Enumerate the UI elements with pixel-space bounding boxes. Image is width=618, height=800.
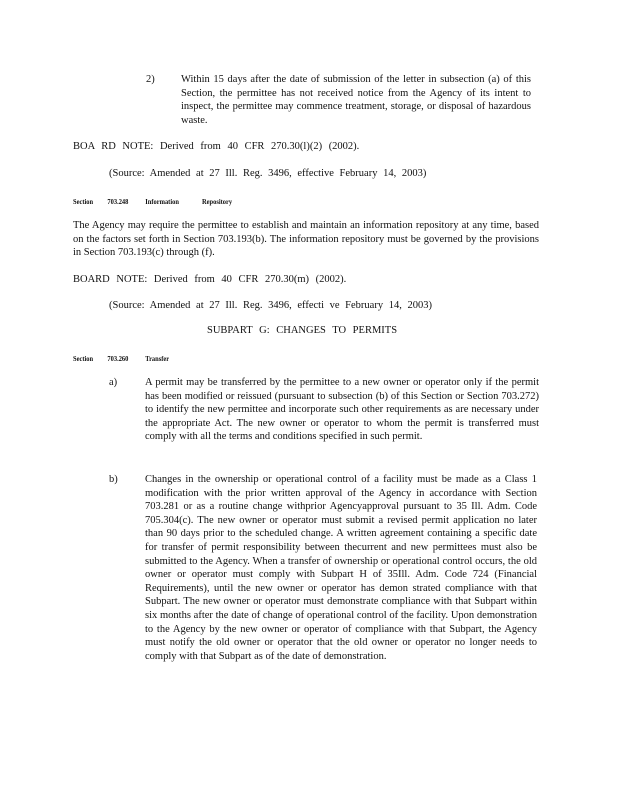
item-2-text: Within 15 days after the date of submission of the letter in subsection (a) of this Section, the permittee has not received notice from the Agency of its intent to inspect, the permittee may commence treatment, storage, or disposal of hazardous waste. — [181, 74, 531, 126]
section-word: Section — [73, 354, 94, 363]
section-703-260-heading — [73, 352, 169, 366]
section-number: 703.248 — [107, 197, 129, 206]
item-a-text: A permit may be transferred by the permittee to a new owner or operator only if the permit has been modified or reissued (pursuant to subsection (b) of this Section or Section 703.272) to identify the new permittee and incorporate such other requirements as are necessary under the appropriate Act. The new owner or operator to whom the permit is transferred must comply with all the terms and conditions specified in such permit. — [145, 377, 539, 443]
section-title: Information — [145, 197, 179, 206]
source-note-1: (Source: Amended at 27 Ill. Reg. 3496, effective February 14, 2003) — [109, 168, 427, 179]
item-b-text: Changes in the ownership or operational control of a facility must be made as a Class 1 modification with the prior written approval of the Agency in accordance with Section 703.281 or as a routine change withprior Agencyapproval pursuant to 35 Ill. Adm. Code 705.304(c). The new owner or operator must submit a revised permit application no later than 90 days prior to the scheduled change. A written agreement containing a specific date for transfer of permit responsibility between thecurrent and new permittees must also be submitted to the Agency. When a transfer of ownership or operational control occurs, the old owner or operator must comply with Subpart H of 35Ill. Adm. Code 724 (Financial Requirements), until the new owner or operator has demon strated compliance with that Subpart. The new owner or operator must demonstrate compliance with that Subpart within six months after the date of change of operational control of the facility. Upon demonstration to the Agency by the new owner or operator of compliance with that Subpart, the Agency must notify the old owner or operator that the old owner or operator no longer needs to comply with that Subpart as of the date of demonstration. — [145, 474, 537, 662]
item-a-label: a) — [109, 377, 118, 388]
section-word: Section — [73, 197, 94, 206]
subpart-heading: SUBPART G: CHANGES TO PERMITS — [207, 325, 398, 336]
section-703-248-heading — [73, 195, 232, 209]
section-title: Transfer — [145, 354, 170, 363]
board-note-1: BOA RD NOTE: Derived from 40 CFR 270.30(l)(2) (2002). — [73, 141, 360, 152]
item-b-label: b) — [109, 474, 118, 485]
item-2-label: 2) — [146, 74, 155, 85]
section-title: Repository — [202, 197, 233, 206]
source-note-2: (Source: Amended at 27 Ill. Reg. 3496, effecti ve February 14, 2003) — [109, 300, 432, 311]
board-note-2: BOARD NOTE: Derived from 40 CFR 270.30(m) (2002). — [73, 274, 347, 285]
section-number: 703.260 — [107, 354, 129, 363]
section-703-248-text: The Agency may require the permittee to establish and maintain an information repository at any time, based on the factors set forth in Section 703.193(b). The information repository must be governed by the provisions in Section 703.193(c) through (f). — [73, 220, 539, 259]
